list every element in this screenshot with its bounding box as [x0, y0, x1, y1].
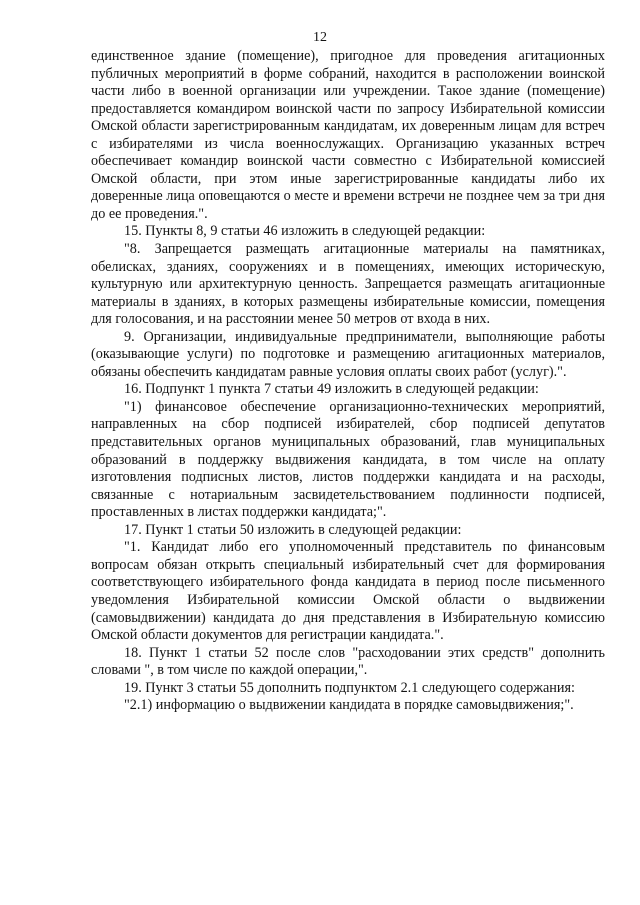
- page-number: 12: [313, 30, 327, 45]
- paragraph-item-15: 15. Пункты 8, 9 статьи 46 изложить в следующей редакции:: [124, 223, 486, 240]
- paragraph-item-9-quote: 9. Организации, индивидуальные предприниматели, выполняющие работы (оказывающие услуги) по подготовке и размещению агитационных материалов, обязаны обеспечить кандидатам равные условия оплаты своих работ (услуг).".: [91, 328, 605, 380]
- paragraph-item-1-quote: "1. Кандидат либо его уполномоченный представитель по финансовым вопросам обязан открыть специальный избирательный счет для формирования соответствующего избирательного фонда кандидата в период после письменного уведомления Избирательной комиссии Омской области о выдвижении (самовыдвижении) кандидата до дня представления в Избирательную комиссию Омской области документов для регистрации кандидата.".: [91, 539, 605, 644]
- paragraph-item-17: 17. Пункт 1 статьи 50 изложить в следующей редакции:: [124, 521, 462, 538]
- paragraph-item-19: 19. Пункт 3 статьи 55 дополнить подпунктом 2.1 следующего содержания:: [124, 679, 575, 696]
- paragraph-item-16: 16. Подпункт 1 пункта 7 статьи 49 изложить в следующей редакции:: [124, 381, 539, 398]
- document-body: [91, 48, 605, 715]
- paragraph-subitem-1-quote: "1) финансовое обеспечение организационно-технических мероприятий, направленных на сбор подписей избирателей, сбор подписей депутатов представительных органов муниципальных образований, глав муниципальных образований в поддержку выдвижения кандидата, в том числе на оплату изготовления подписных листов, листов поддержки кандидата и на расходы, связанные с нотариальным засвидетельствованием подлинности подписей, проставленных в листах поддержки кандидата;".: [91, 398, 605, 521]
- paragraph-item-18: 18. Пункт 1 статьи 52 после слов "расходовании этих средств" дополнить словами ", в том числе по каждой операции,".: [91, 644, 605, 679]
- paragraph-subitem-2-1-quote: "2.1) информацию о выдвижении кандидата в порядке самовыдвижения;".: [124, 697, 574, 714]
- paragraph-continuation: единственное здание (помещение), пригодное для проведения агитационных публичных мероприятий в форме собраний, находится в расположении воинской части либо в военной организации или учреждении. Такое здание (помещение) предоставляется командиром воинской части по запросу Избирательной комиссии Омской области зарегистрированным кандидатам, их доверенным лицам для встреч с избирателями из числа военнослужащих. Организацию указанных встреч обеспечивает командир воинской части совместно с Избирательной комиссией Омской области, при этом иные зарегистрированные кандидаты либо их доверенные лица оповещаются о месте и времени встречи не позднее чем за три дня до ее проведения.".: [91, 48, 605, 222]
- paragraph-item-8-quote: "8. Запрещается размещать агитационные материалы на памятниках, обелисках, зданиях, сооружениях и в помещениях, имеющих историческую, культурную или архитектурную ценность. Запрещается размещать агитационные материалы в зданиях, в которых размещены избирательные комиссии, помещения для голосования, и на расстоянии менее 50 метров от входа в них.: [91, 241, 605, 328]
